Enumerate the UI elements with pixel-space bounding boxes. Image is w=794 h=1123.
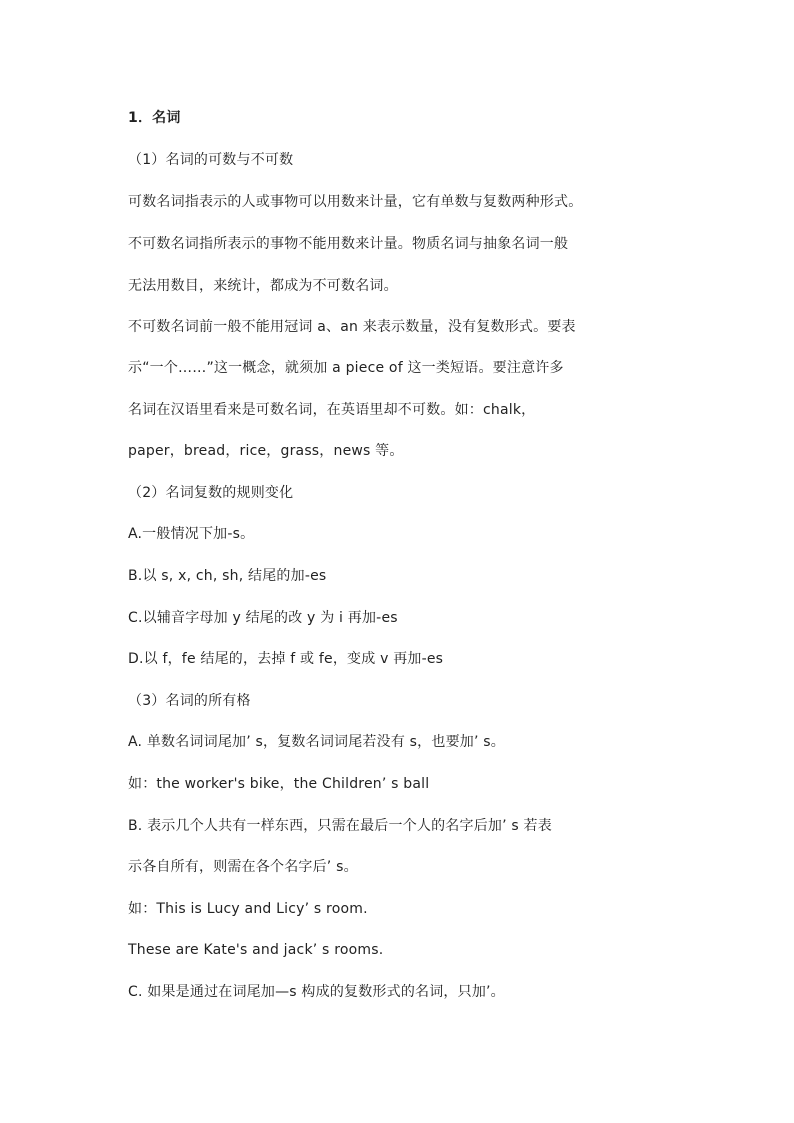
rule-item: C. 如果是通过在词尾加—s 构成的复数形式的名词，只加’。: [128, 984, 505, 1000]
example-line: These are Kate's and jack’ s rooms.: [128, 942, 384, 958]
paragraph-line: paper，bread，rice，grass，news 等。: [128, 443, 404, 459]
rule-item: B. 表示几个人共有一样东西，只需在最后一个人的名字后加’ s 若表: [128, 818, 552, 834]
subsection-heading: （3）名词的所有格: [128, 693, 251, 709]
section-heading: 1．名词: [128, 110, 181, 126]
rule-item: B.以 s, x, ch, sh, 结尾的加-es: [128, 568, 327, 584]
rule-item: C.以辅音字母加 y 结尾的改 y 为 i 再加-es: [128, 610, 398, 626]
paragraph-line: 可数名词指表示的人或事物可以用数来计量，它有单数与复数两种形式。: [128, 194, 583, 210]
example-line: 如：This is Lucy and Licy’ s room.: [128, 901, 368, 917]
paragraph-line: 示各自所有，则需在各个名字后’ s。: [128, 859, 358, 875]
subsection-heading: （1）名词的可数与不可数: [128, 152, 294, 168]
paragraph-line: 不可数名词前一般不能用冠词 a、an 来表示数量，没有复数形式。要表: [128, 319, 576, 335]
rule-item: A.一般情况下加-s。: [128, 526, 255, 542]
rule-item: D.以 f，fe 结尾的，去掉 f 或 fe，变成 v 再加-es: [128, 651, 444, 667]
subsection-heading: （2）名词复数的规则变化: [128, 485, 294, 501]
paragraph-line: 名词在汉语里看来是可数名词，在英语里却不可数。如：chalk，: [128, 402, 536, 418]
example-line: 如：the worker's bike，the Children’ s ball: [128, 776, 430, 792]
paragraph-line: 不可数名词指所表示的事物不能用数来计量。物质名词与抽象名词一般: [128, 236, 569, 252]
paragraph-line: 无法用数目，来统计，都成为不可数名词。: [128, 278, 398, 294]
rule-item: A. 单数名词词尾加’ s，复数名词词尾若没有 s，也要加’ s。: [128, 734, 505, 750]
paragraph-line: 示“一个……”这一概念，就须加 a piece of 这一类短语。要注意许多: [128, 360, 564, 376]
